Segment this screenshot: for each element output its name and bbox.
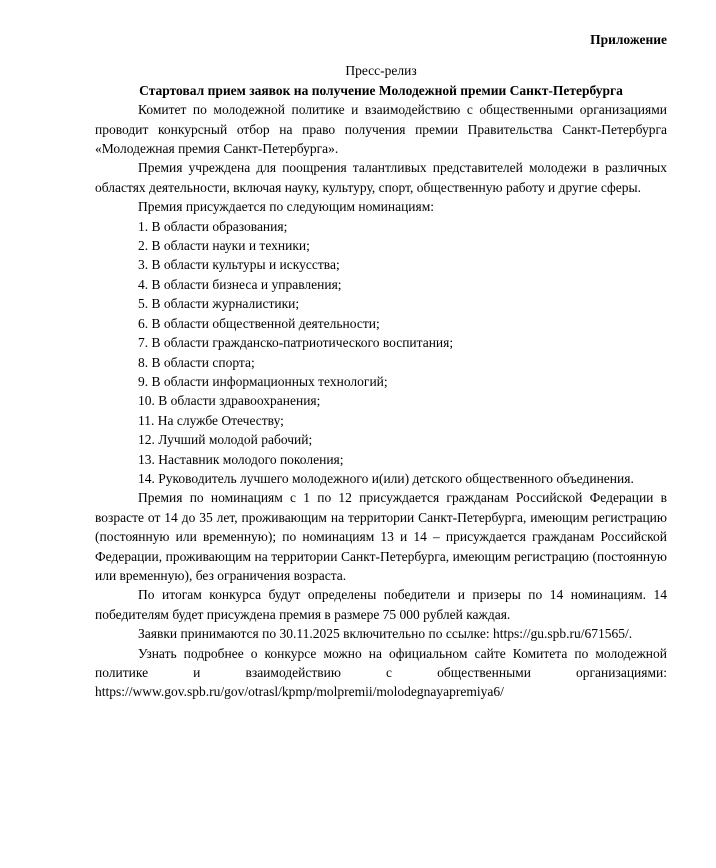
applications-paragraph: [95, 624, 667, 643]
applications-text: Заявки принимаются по 30.11.2025 включительно по ссылке:: [138, 626, 493, 642]
more-info-paragraph: [95, 644, 667, 702]
list-item: 6. В области общественной деятельности;: [138, 315, 380, 331]
list-item: 11. На службе Отечеству;: [138, 412, 284, 428]
applications-end: .: [628, 626, 633, 642]
applications-link[interactable]: https://gu.spb.ru/671565/: [492, 626, 629, 642]
purpose-paragraph: Премия учреждена для поощрения талантливых представителей молодежи в различных областях деятельности, включая науку, культуру, спорт, общественную работу и другие сферы.: [95, 160, 667, 195]
press-release-label: Пресс-релиз: [345, 63, 417, 79]
list-item: 5. В области журналистики;: [138, 296, 300, 312]
list-item: 7. В области гражданско-патриотического воспитания;: [138, 335, 454, 351]
list-item: 4. В области бизнеса и управления;: [138, 276, 342, 292]
list-item: 10. В области здравоохранения;: [138, 393, 321, 409]
press-release-title: Стартовал прием заявок на получение Молодежной премии Санкт-Петербурга: [139, 82, 623, 98]
list-item: 3. В области культуры и искусства;: [138, 257, 340, 273]
list-item: 2. В области науки и техники;: [138, 238, 310, 254]
nominations-intro: Премия присуждается по следующим номинациям:: [138, 199, 435, 215]
intro-paragraph: Комитет по молодежной политике и взаимодействию с общественными организациями проводит конкурсный отбор на право получения премии Правительства Санкт-Петербурга «Молодежная премия Санкт-Петербурга».: [95, 102, 667, 157]
list-item: 12. Лучший молодой рабочий;: [138, 432, 313, 448]
eligibility-paragraph: Премия по номинациям с 1 по 12 присуждается гражданам Российской Федерации в возрасте от 14 до 35 лет, проживающим на территории Санкт-Петербурга, имеющим регистрацию (постоянную или временную); по номинациям 13 и 14 – присуждается гражданам Российской Федерации, проживающим на территории Санкт-Петербурга, имеющим регистрацию (постоянную или временную), без ограничения возраста.: [95, 490, 667, 583]
list-item: 9. В области информационных технологий;: [138, 373, 388, 389]
committee-site-link[interactable]: https://www.gov.spb.ru/gov/otrasl/kpmp/molpremii/molodegnayapremiya6/: [95, 684, 504, 700]
document-page: [95, 30, 667, 702]
list-item: 1. В области образования;: [138, 218, 288, 234]
more-info-text: Узнать подробнее о конкурсе можно на официальном сайте Комитета по молодежной политике и взаимодействию с общественными организациями:: [95, 645, 667, 680]
list-item: 14. Руководитель лучшего молодежного и(или) детского общественного объединения.: [138, 470, 634, 486]
list-item: 8. В области спорта;: [138, 354, 255, 370]
nominations-list: [95, 217, 667, 489]
prize-paragraph: По итогам конкурса будут определены победители и призеры по 14 номинациям. 14 победителям будет присуждена премия в размере 75 000 рублей каждая.: [95, 587, 667, 622]
appendix-heading: Приложение: [590, 32, 667, 47]
list-item: 13. Наставник молодого поколения;: [138, 451, 344, 467]
